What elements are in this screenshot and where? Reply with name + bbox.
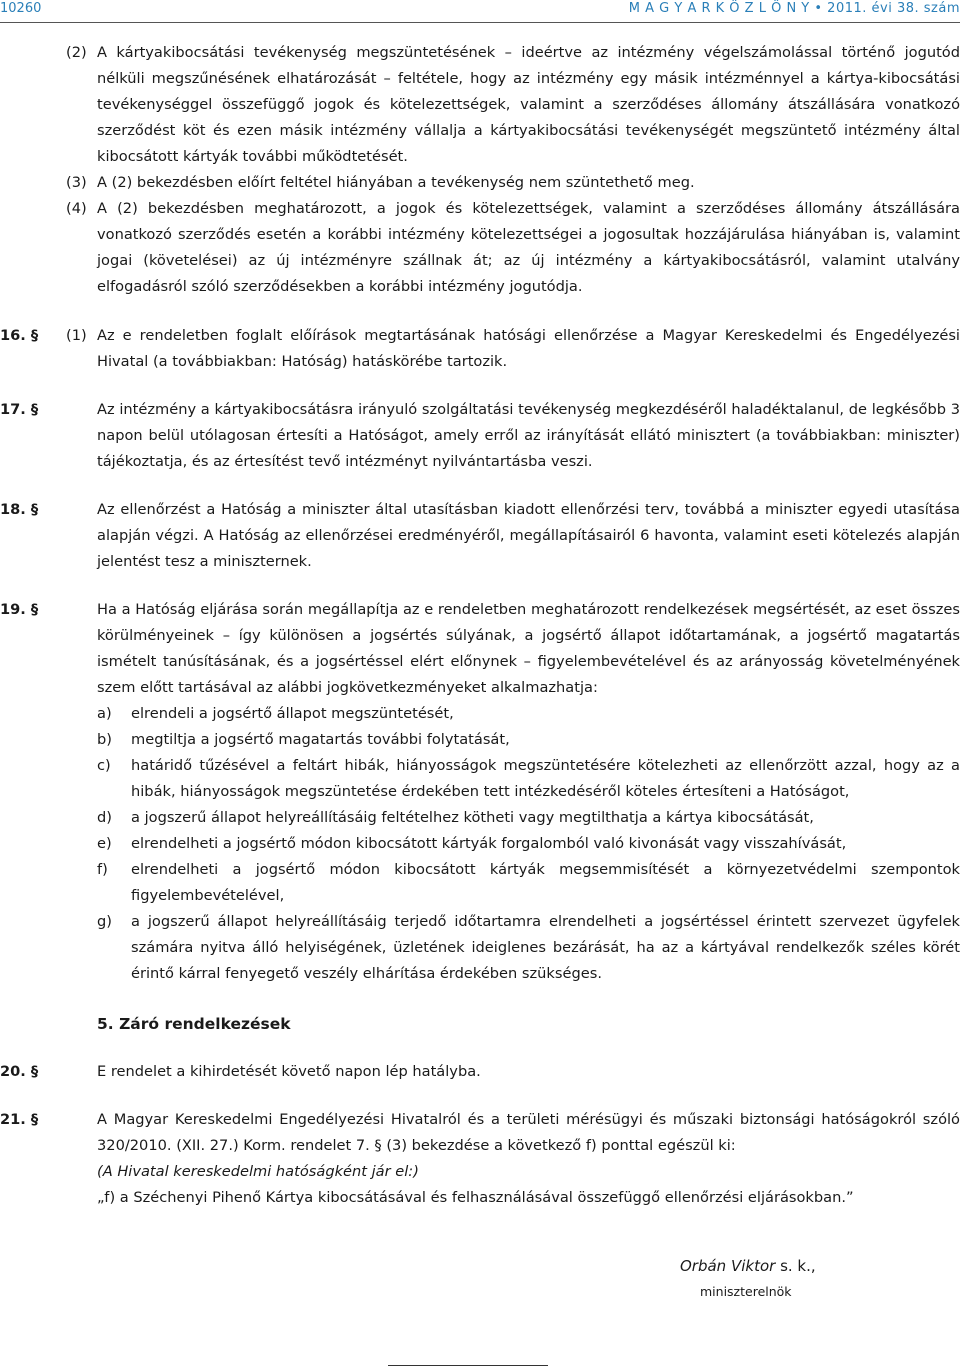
signature (680, 1257, 816, 1275)
list-item-text: elrendelheti a jogsértő módon kibocsátott kártyák forgalomból való kivonását vagy visszahívását, (131, 835, 847, 852)
list-item-label: a) (97, 705, 112, 722)
list-item-label: c) (97, 757, 111, 774)
paragraph-text: A (2) bekezdésben előírt feltétel hiányában a tevékenység nem szüntethető meg. (97, 174, 695, 191)
list-item-label: g) (97, 913, 112, 930)
amendment-quote: „f) a Széchenyi Pihenő Kártya kibocsátásával és felhasználásával összefüggő ellenőrzési eljárásokban.” (97, 1189, 854, 1206)
points-list (97, 701, 960, 987)
list-item-label: e) (97, 835, 112, 852)
list-item-text: elrendelheti a jogsértő módon kibocsátott kártyák megsemmisítését a környezetvédelmi szempontok figyelembevételével, (131, 861, 960, 904)
paragraph-4 (0, 196, 960, 300)
list-item (97, 805, 960, 831)
list-item-label: d) (97, 809, 112, 826)
list-item (97, 701, 960, 727)
chapter-title: 5. Záró rendelkezések (97, 1015, 291, 1033)
page-number: 10260 (0, 1, 42, 16)
section-number: 16. § (0, 327, 39, 344)
footer-rule (388, 1365, 548, 1366)
paragraph-2 (0, 40, 960, 170)
section-20 (0, 1059, 960, 1085)
list-item (97, 753, 960, 805)
section-21 (0, 1107, 960, 1211)
section-19 (0, 597, 960, 987)
document-body (0, 40, 960, 1211)
section-text: Az intézmény a kártyakibocsátásra irányuló szolgáltatási tevékenység megkezdéséről haladéktalanul, de legkésőbb 3 napon belül utólagosan értesíti a Hatóságot, amely erről az irányítását ellátó minisztert (a továbbiakban: miniszter) tájékoztatja, és az értesítést tevő intézményt nyilvántartásba veszi. (97, 401, 960, 470)
section-text: Ha a Hatóság eljárása során megállapítja az e rendeletben meghatározott rendelkezések megsértését, az eset összes körülményeinek – így különösen a jogsértés súlyának, a jogsértő állapot időtartamának, a jogsértő magatartás ismételt tanúsításának, és a jogsértéssel elért előnynek – figyelembevételével és az arányosság követelményének szem előtt tartásával az alábbi jogkövetkezményeket alkalmazhatja: (97, 601, 960, 696)
list-item-text: megtiltja a jogsértő magatartás további folytatását, (131, 731, 510, 748)
list-item (97, 831, 960, 857)
section-16 (0, 323, 960, 375)
section-number: 17. § (0, 401, 39, 418)
section-text: Az e rendeletben foglalt előírások megtartásának hatósági ellenőrzése a Magyar Kereskedelmi és Engedélyezési Hivatal (a továbbiakban: Hatóság) hatáskörébe tartozik. (97, 327, 960, 370)
paragraph-text: A (2) bekezdésben meghatározott, a jogok és kötelezettségek, valamint a szerződéses állomány átszállására vonatkozó szerződés esetén a korábbi intézmény kötelezettségei a jogosultak hozzájárulása hiányában is, valamint jogai (követelései) az új intézményre szállnak át; az új intézmény a kártyakibocsátásról, valamint utalvány elfogadásról szóló szerződésekben a korábbi intézmény jogutódja. (97, 200, 960, 295)
section-18 (0, 497, 960, 575)
list-item-text: határidő tűzésével a feltárt hibák, hiányosságok megszüntetésére kötelezheti az ellenőrzött azzal, hogy az a hibák, hiányosságok megszüntetése érdekében tett intézkedéséről köteles értesíteni a Hatóságot, (131, 757, 960, 800)
list-item-label: f) (97, 861, 108, 878)
subsection-number: (1) (66, 327, 87, 344)
section-text: E rendelet a kihirdetését követő napon lép hatályba. (97, 1063, 481, 1080)
list-item-text: elrendeli a jogsértő állapot megszüntetését, (131, 705, 454, 722)
amendment-context: (A Hivatal kereskedelmi hatóságként jár el:) (97, 1163, 419, 1180)
paragraph-text: A kártyakibocsátási tevékenység megszüntetésének – ideértve az intézmény végelszámolással történő jogutód nélküli megszűnésének elhatározását – feltétele, hogy az intézmény egy másik intézménnyel a kártya-kibocsátási tevékenységgel összefüggő jogok és kötelezettségek, valamint a szerződéses állomány átszállására vonatkozó szerződést köt és ezen másik intézmény vállalja a kártyakibocsátási tevékenységét megszüntető intézmény által kibocsátott kártyák további működtetését. (97, 44, 960, 165)
section-text: Az ellenőrzést a Hatóság a miniszter által utasításban kiadott ellenőrzési terv, továbbá a miniszter egyedi utasítása alapján végzi. A Hatóság az ellenőrzései eredményéről, megállapításairól 6 havonta, valamint eseti kötelezés alapján jelentést tesz a miniszternek. (97, 501, 960, 570)
signatory-name: Orbán Viktor (680, 1257, 776, 1275)
signatory-title: miniszterelnök (700, 1284, 792, 1299)
signatory-suffix: s. k., (775, 1257, 816, 1275)
list-item (97, 909, 960, 987)
section-17 (0, 397, 960, 475)
paragraph-number: (3) (66, 174, 87, 191)
paragraph-3 (0, 170, 960, 196)
list-item-label: b) (97, 731, 112, 748)
section-number: 18. § (0, 501, 39, 518)
list-item (97, 727, 960, 753)
paragraph-number: (2) (66, 44, 87, 61)
section-number: 21. § (0, 1111, 39, 1128)
list-item (97, 857, 960, 909)
section-number: 19. § (0, 601, 39, 618)
list-item-text: a jogszerű állapot helyreállításáig terjedő időtartamra elrendelheti a jogsértéssel érintett szervezet ügyfelek számára nyitva álló helyiségének, üzletének ideiglenes bezárását, ha az a kártyával rendelkezők széles körét érintő kárral fenyegető veszély elhárítása érdekében szükséges. (131, 913, 960, 982)
paragraph-number: (4) (66, 200, 87, 217)
gazette-title: M A G Y A R K Ö Z L Ö N Y • 2011. évi 38. szám (628, 1, 960, 16)
section-number: 20. § (0, 1063, 39, 1080)
section-text: A Magyar Kereskedelmi Engedélyezési Hivatalról és a területi mérésügyi és műszaki biztonsági hatóságokról szóló 320/2010. (XII. 27.) Korm. rendelet 7. § (3) bekezdése a következő f) ponttal egészül ki: (97, 1111, 960, 1154)
page-header (0, 0, 960, 23)
list-item-text: a jogszerű állapot helyreállításáig feltételhez kötheti vagy megtilthatja a kártya kibocsátását, (131, 809, 814, 826)
